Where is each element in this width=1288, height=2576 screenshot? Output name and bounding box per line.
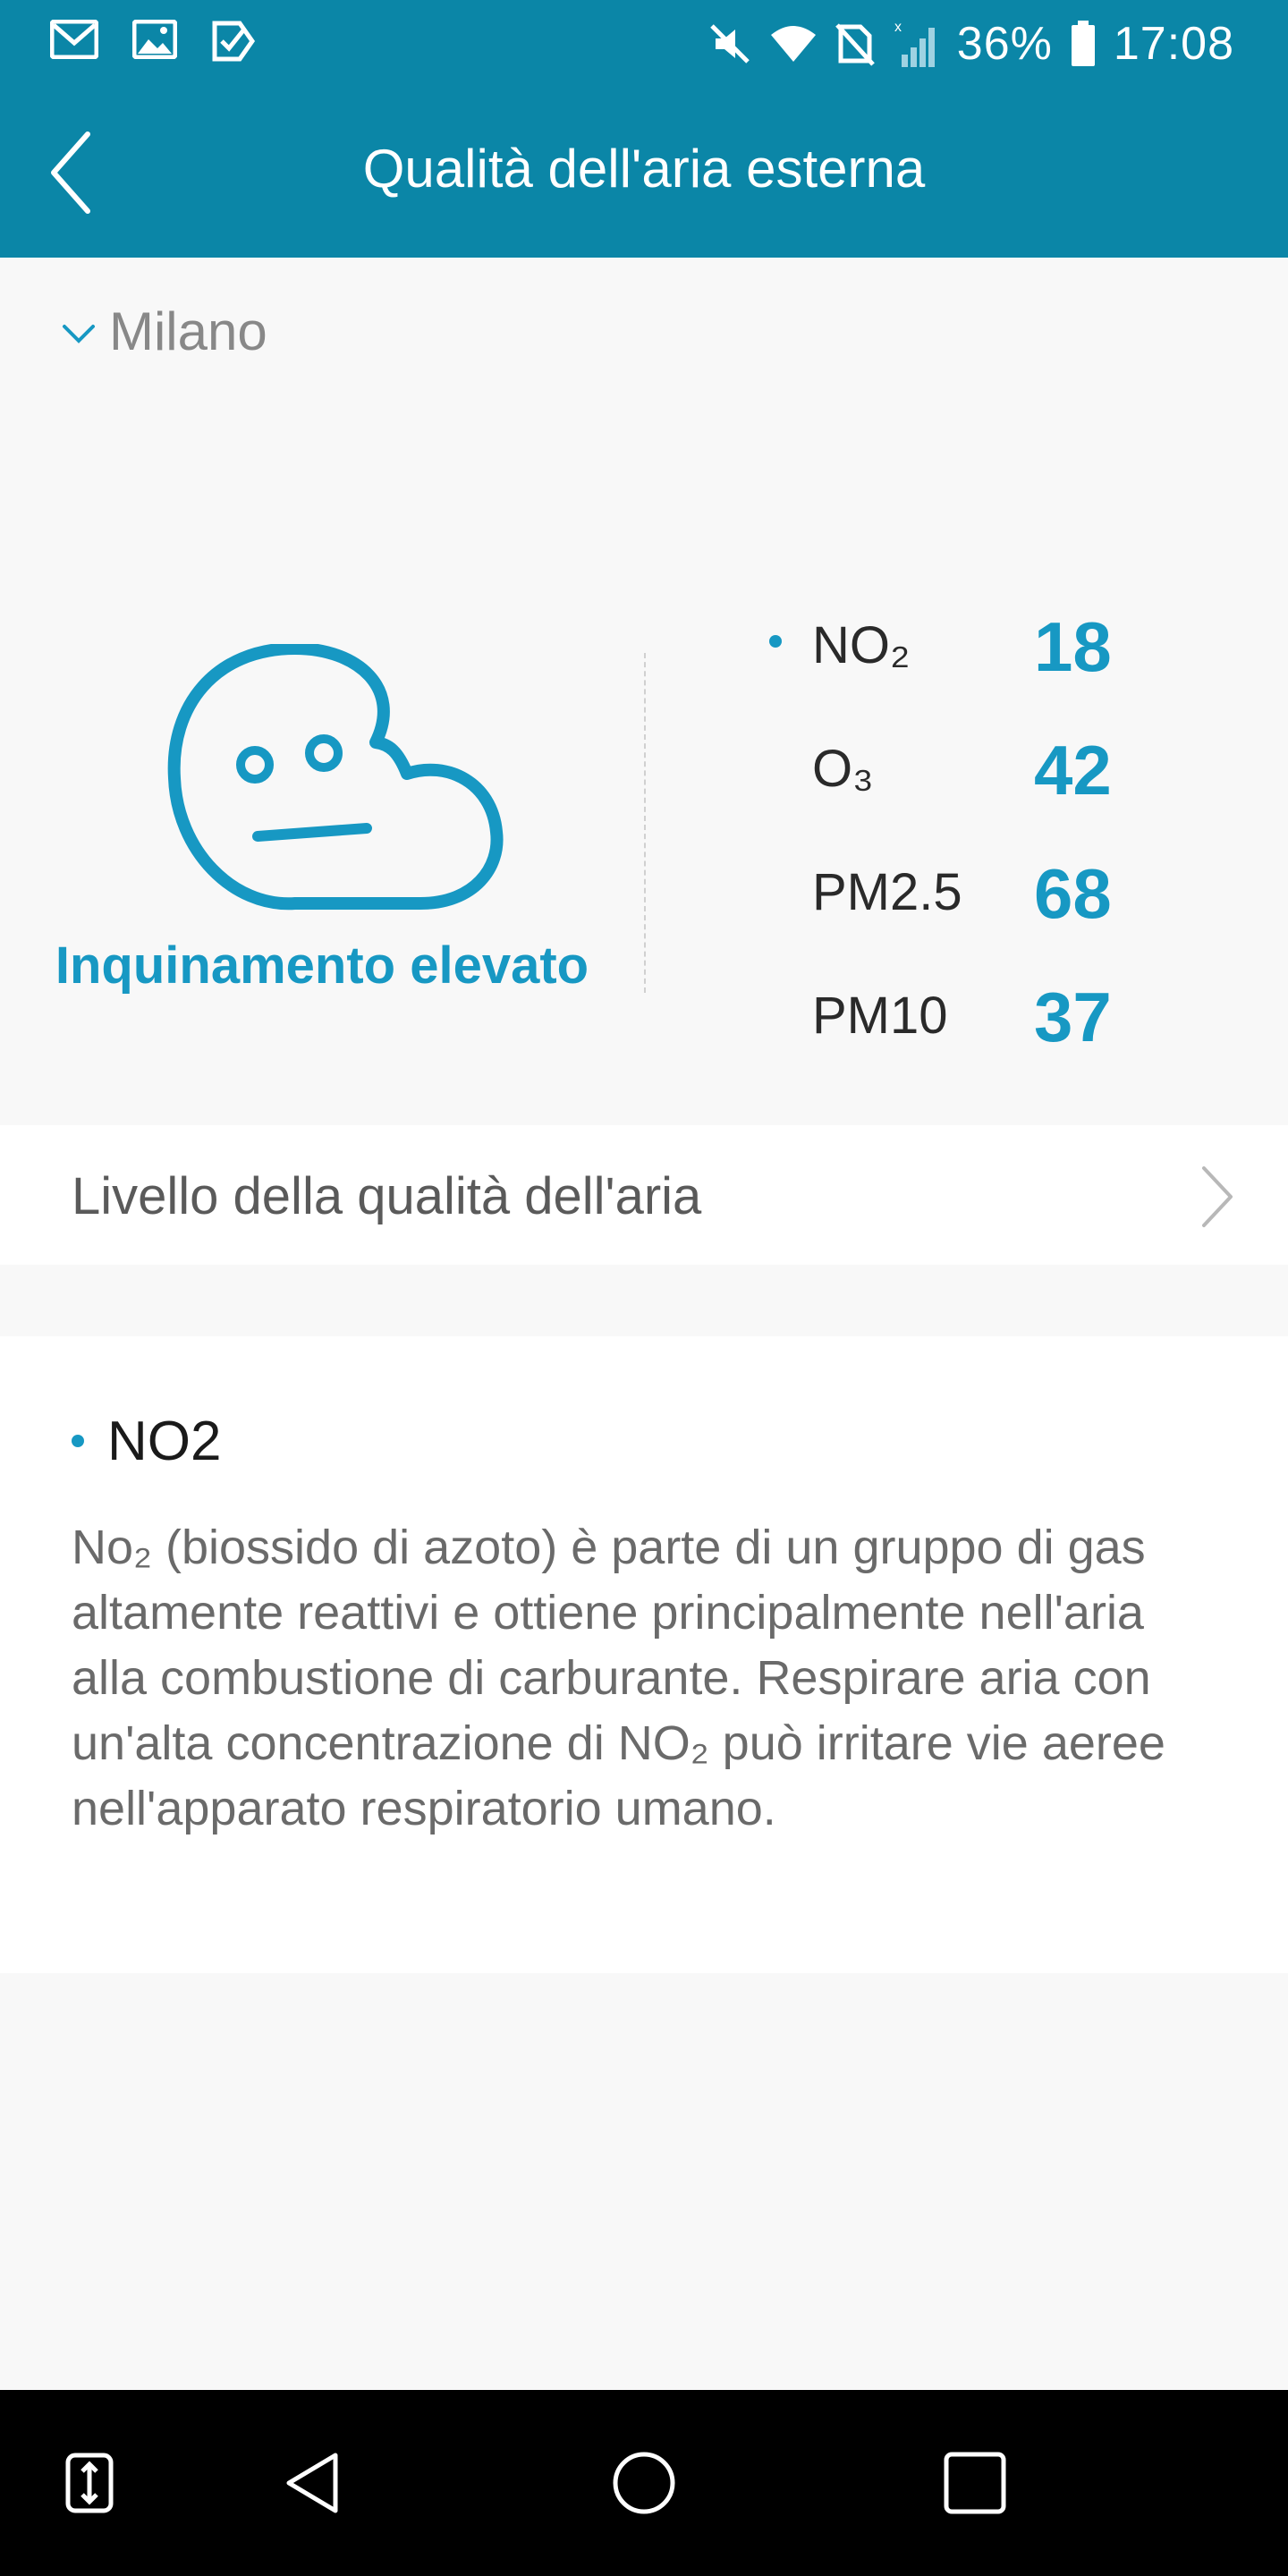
pollutant-item-pm25[interactable]	[769, 837, 1127, 936]
status-bar	[0, 0, 1288, 86]
selected-dot-icon	[769, 635, 782, 648]
status-bar-notifications	[50, 20, 256, 63]
location-label: Milano	[109, 301, 267, 361]
recent-apps-switch-button[interactable]	[0, 2390, 179, 2576]
pollutant-value: 18	[1034, 607, 1112, 686]
pollution-status-label: Inquinamento elevato	[55, 936, 589, 995]
pollutant-item-no2[interactable]	[769, 590, 1127, 689]
no-sim-icon	[835, 21, 875, 66]
pollutant-name: PM2.5	[812, 863, 962, 921]
back-triangle-icon	[282, 2450, 344, 2516]
clock: 17:08	[1113, 18, 1234, 70]
pollutant-value: 42	[1034, 731, 1112, 809]
wifi-icon	[769, 24, 818, 64]
pollutant-name: O₃	[812, 740, 874, 798]
pollutant-item-pm10[interactable]	[769, 961, 1127, 1059]
gallery-icon	[132, 20, 177, 59]
air-quality-level-label: Livello della qualità dell'aria	[72, 1167, 702, 1225]
location-selector[interactable]	[59, 301, 267, 362]
battery-percentage: 36%	[956, 18, 1053, 70]
navigation-bar	[0, 2390, 1288, 2576]
gmail-icon	[50, 20, 98, 59]
divider	[644, 653, 646, 993]
page-title: Qualità dell'aria esterna	[362, 139, 926, 199]
bullet-dot-icon	[72, 1435, 84, 1447]
pollutant-value: 68	[1034, 854, 1112, 933]
battery-icon	[1071, 21, 1096, 67]
pollutant-value: 37	[1034, 978, 1112, 1056]
checkmark-icon	[211, 20, 256, 63]
nav-home-button[interactable]	[555, 2390, 733, 2576]
app-bar	[0, 86, 1288, 258]
chevron-right-icon	[1197, 1163, 1238, 1231]
info-title: NO2	[107, 1411, 222, 1472]
status-bar-system	[708, 13, 1234, 75]
info-description: No₂ (biossido di azoto) è parte di un gruppo di gas altamente reattivi e ottiene principalmente nell'aria alla combustione di carburante. Respirare aria con un'alta concentrazione di NO₂ può irritare vie aeree nell'apparato respiratorio umano.	[72, 1521, 1165, 1835]
pollutant-item-o3[interactable]	[769, 714, 1127, 812]
overview-square-icon	[943, 2451, 1007, 2515]
recent-apps-switch-icon	[63, 2452, 116, 2514]
home-circle-icon	[610, 2449, 678, 2517]
mute-icon	[708, 22, 751, 65]
air-quality-level-row[interactable]	[0, 1125, 1288, 1265]
pollutant-name: PM10	[812, 987, 948, 1045]
air-quality-summary	[0, 537, 1288, 1091]
nav-back-button[interactable]	[224, 2390, 402, 2576]
svg-text:x: x	[894, 20, 902, 35]
nav-overview-button[interactable]	[886, 2390, 1064, 2576]
signal-icon	[893, 19, 939, 69]
chevron-down-icon	[59, 312, 98, 352]
pollutant-name: NO₂	[812, 616, 911, 674]
neutral-cloud-icon	[134, 644, 510, 912]
pollutant-info-card	[0, 1336, 1288, 1973]
